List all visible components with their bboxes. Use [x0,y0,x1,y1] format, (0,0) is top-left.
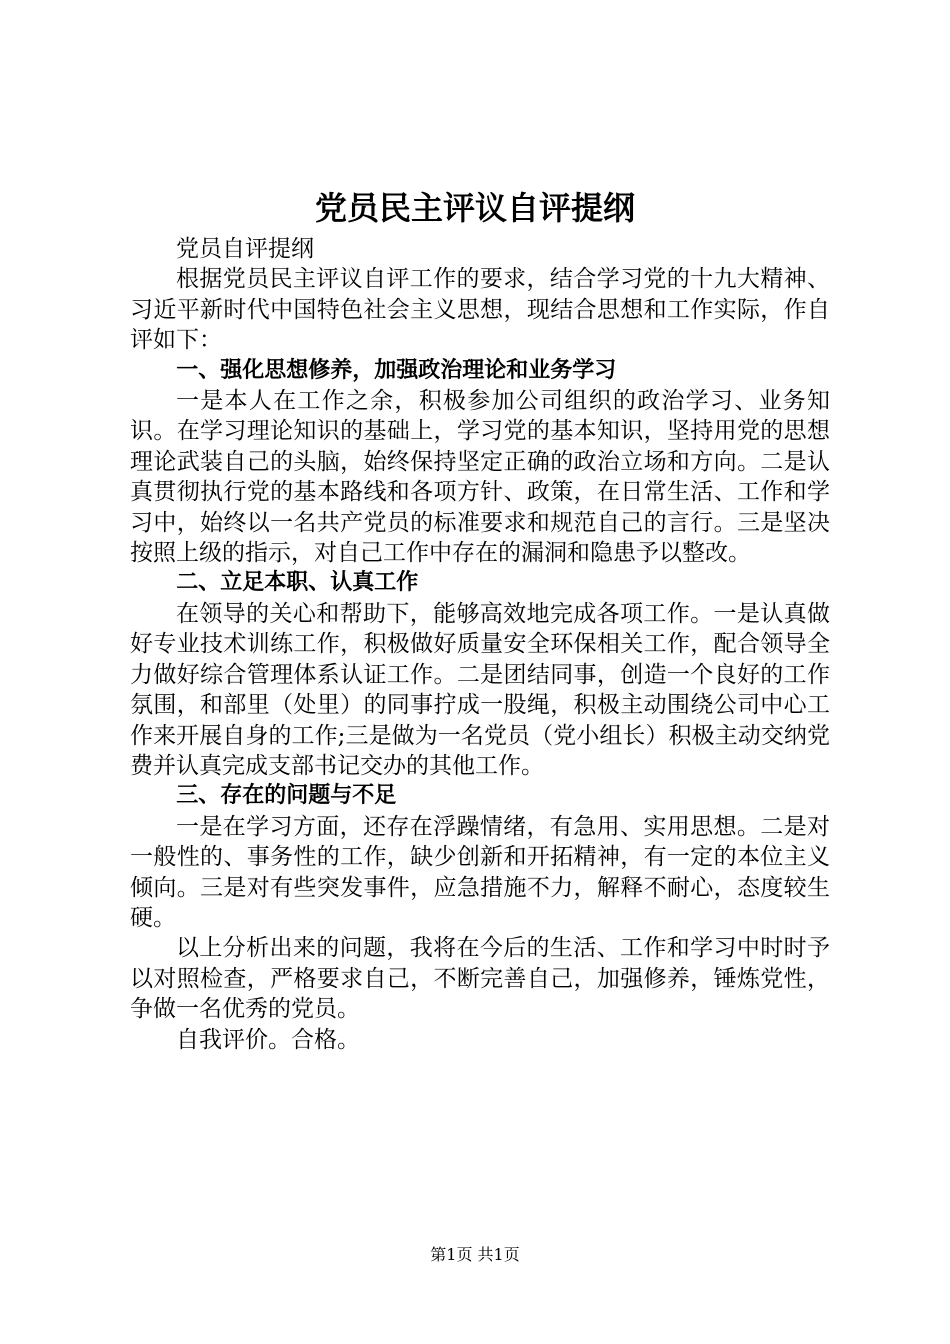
self-evaluation-paragraph: 自我评价。合格。 [176,1026,360,1053]
section-1-paragraph: 一是本人在工作之余，积极参加公司组织的政治学习、业务知识。在学习理论知识的基础上，学习党的基本知识，坚持用党的思想理论武装自己的头脑，始终保持坚定正确的政治立场和方向。二是认真贯彻执行党的基本路线和各项方针、政策，在日常生活、工作和学习中，始终以一名共产党员的标准要求和规范自己的言行。三是坚决按照上级的指示，对自己工作中存在的漏洞和隐患予以整改。 [130,388,830,567]
document-title: 党员民主评议自评提纲 [314,189,635,227]
intro-paragraph: 根据党员民主评议自评工作的要求，结合学习党的十九大精神、习近平新时代中国特色社会主义思想，现结合思想和工作实际，作自评如下： [130,266,830,354]
section-2-paragraph: 在领导的关心和帮助下，能够高效地完成各项工作。一是认真做好专业技术训练工作，积极做好质量安全环保相关工作，配合领导全力做好综合管理体系认证工作。二是团结同事，创造一个良好的工作氛围，和部里（处里）的同事拧成一股绳，积极主动围绕公司中心工作来开展自身的工作;三是做为一名党员（党小组长）积极主动交纳党费并认真完成支部书记交办的其他工作。 [130,600,830,779]
page-footer: 第1页 共1页 [430,1245,520,1264]
document-body [130,234,830,1055]
section-heading-2: 二、立足本职、认真工作 [176,570,419,596]
section-3-paragraph: 一是在学习方面，还存在浮躁情绪，有急用、实用思想。二是对一般性的、事务性的工作，缺少创新和开拓精神，有一定的本位主义倾向。三是对有些突发事件，应急措施不力，解释不耐心，态度较生硬。 [130,813,830,931]
conclusion-paragraph: 以上分析出来的问题，我将在今后的生活、工作和学习中时时予以对照检查，严格要求自己，不断完善自己，加强修养，锤炼党性，争做一名优秀的党员。 [130,935,830,1023]
section-heading-3: 三、存在的问题与不足 [176,783,397,809]
section-heading-1: 一、强化思想修养，加强政治理论和业务学习 [176,357,617,383]
subtitle-paragraph: 党员自评提纲 [176,236,314,262]
